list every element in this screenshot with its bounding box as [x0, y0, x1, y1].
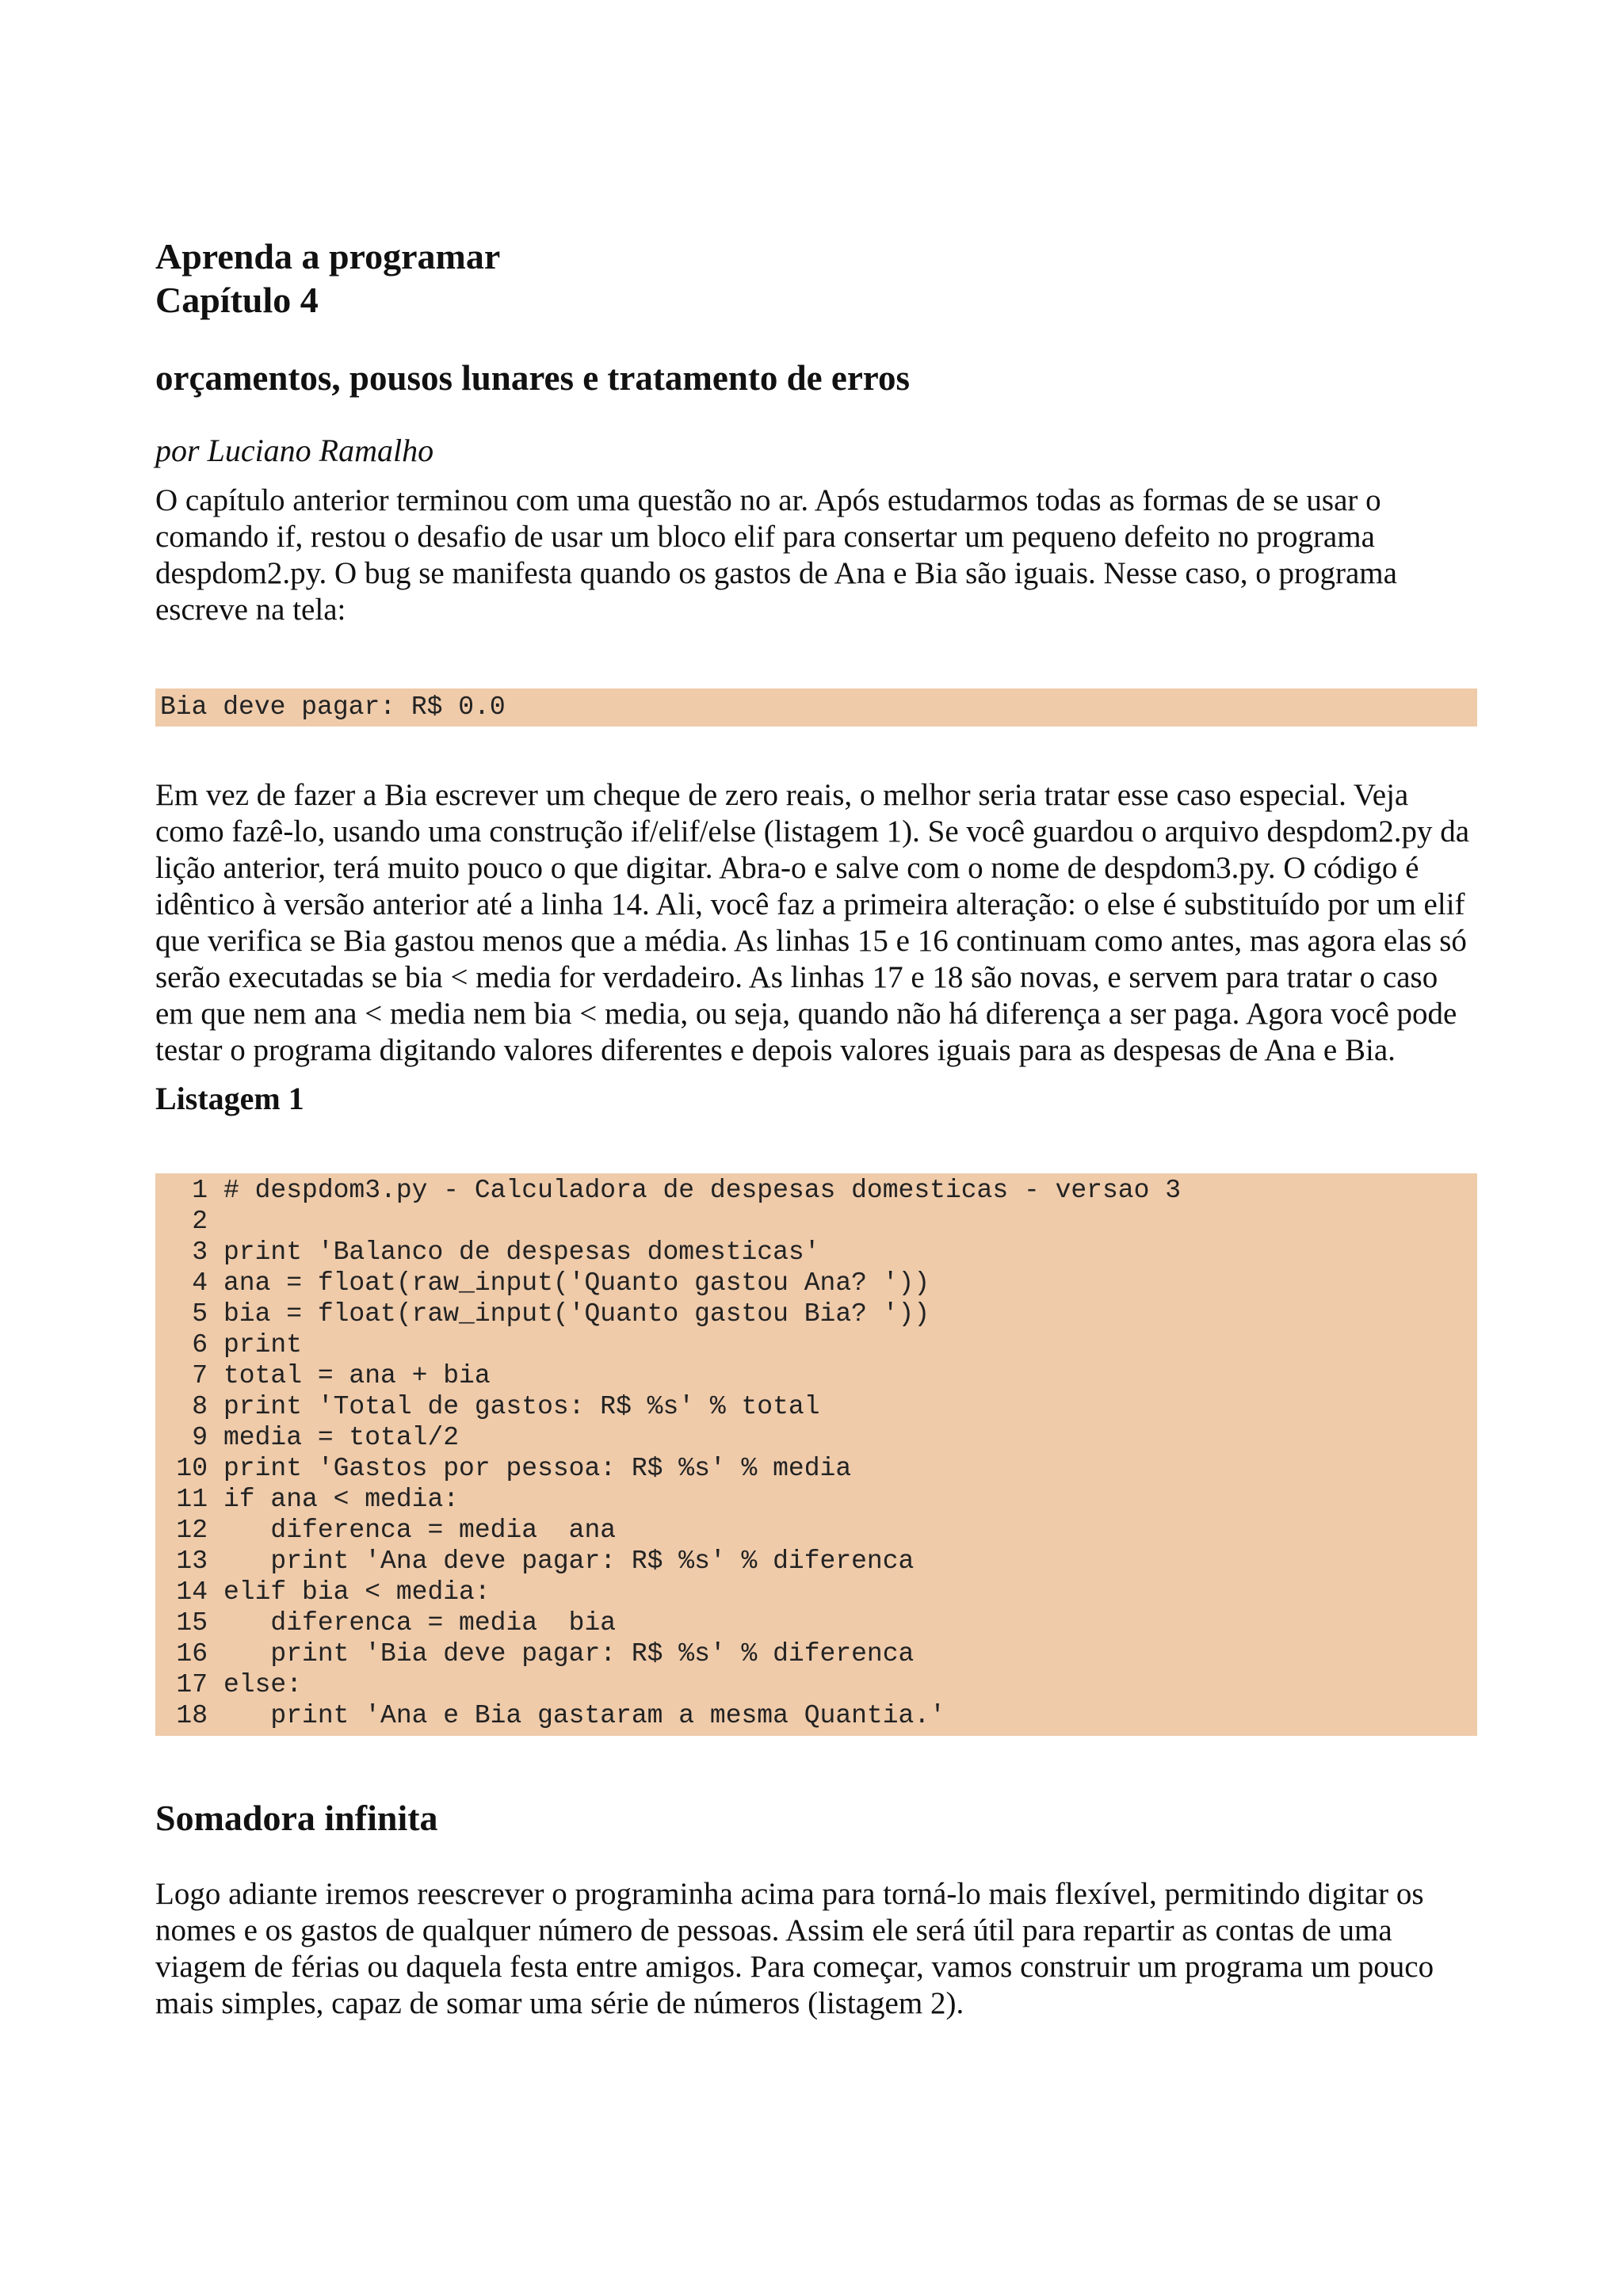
code-line-text: print 'Ana e Bia gastaram a mesma Quantia.' — [223, 1701, 945, 1730]
title-line-2: Capítulo 4 — [155, 280, 319, 320]
listing-1-code — [155, 1173, 1477, 1736]
code-line-number: 14 — [176, 1577, 208, 1607]
code-line-text: # despdom3.py - Calculadora de despesas domesticas - versao 3 — [223, 1176, 1181, 1205]
code-line-number: 9 — [192, 1423, 208, 1452]
code-line — [155, 1329, 1477, 1360]
output-sample-code: Bia deve pagar: R$ 0.0 — [155, 688, 1477, 727]
code-line-text: ana = float(raw_input('Quanto gastou Ana? ')) — [223, 1268, 930, 1298]
code-line-text: else: — [223, 1670, 303, 1699]
code-line — [155, 1608, 1477, 1638]
section-heading: Somadora infinita — [155, 1798, 438, 1838]
code-line — [155, 1546, 1477, 1577]
code-line — [155, 1515, 1477, 1546]
code-line-number: 4 — [192, 1268, 208, 1298]
document-content — [155, 235, 1477, 2022]
code-line — [155, 1422, 1477, 1453]
code-line-number: 8 — [192, 1392, 208, 1421]
code-line-number: 18 — [176, 1701, 208, 1730]
chapter-subtitle: orçamentos, pousos lunares e tratamento de erros — [155, 358, 910, 398]
code-line-number: 5 — [192, 1299, 208, 1329]
code-line-text: print 'Ana deve pagar: R$ %s' % diferenca — [223, 1547, 915, 1576]
code-line-text: print — [223, 1330, 303, 1360]
code-line-number: 12 — [176, 1516, 208, 1545]
code-line-number: 16 — [176, 1639, 208, 1669]
code-line — [155, 1299, 1477, 1329]
intro-paragraph: O capítulo anterior terminou com uma questão no ar. Após estudarmos todas as formas de se usar o comando if, restou o desafio de usar um bloco elif para consertar um pequeno defeito no programa despdom2.py. O bug se manifesta quando os gastos de Ana e Bia são iguais. Nesse caso, o programa escreve na tela: — [155, 483, 1397, 627]
code-line-text: elif bia < media: — [223, 1577, 491, 1607]
code-line-number: 11 — [176, 1485, 208, 1514]
code-line-text: print 'Balanco de despesas domesticas' — [223, 1238, 820, 1267]
code-line-text: diferenca = media bia — [223, 1608, 617, 1638]
author-byline: por Luciano Ramalho — [155, 433, 434, 468]
code-line-text: print 'Gastos por pessoa: R$ %s' % media — [223, 1454, 852, 1483]
code-line-number: 1 — [192, 1176, 208, 1205]
code-line — [155, 1206, 1477, 1237]
code-line — [155, 1268, 1477, 1299]
code-line — [155, 1484, 1477, 1515]
code-line — [155, 1391, 1477, 1422]
code-line-number: 3 — [192, 1238, 208, 1267]
code-line-number: 13 — [176, 1547, 208, 1576]
code-line-number: 17 — [176, 1670, 208, 1699]
code-line — [155, 1638, 1477, 1669]
code-line — [155, 1360, 1477, 1391]
code-line-number: 7 — [192, 1361, 208, 1390]
code-line — [155, 1175, 1477, 1206]
code-line-text: print 'Total de gastos: R$ %s' % total — [223, 1392, 820, 1421]
code-line-number: 2 — [192, 1207, 208, 1236]
code-line — [155, 1700, 1477, 1731]
code-line-number: 6 — [192, 1330, 208, 1360]
document-title — [155, 235, 1477, 322]
code-line — [155, 1453, 1477, 1484]
code-line-number: 15 — [176, 1608, 208, 1638]
title-line-1: Aprenda a programar — [155, 236, 501, 277]
code-line-text: diferenca = media ana — [223, 1516, 617, 1545]
code-line-text: print 'Bia deve pagar: R$ %s' % diferenca — [223, 1639, 915, 1669]
final-paragraph: Logo adiante iremos reescrever o programinha acima para torná-lo mais flexível, permitindo digitar os nomes e os gastos de qualquer número de pessoas. Assim ele será útil para repartir as contas de uma viagem de férias ou daquela festa entre amigos. Para começar, vamos construir um programa um pouco mais simples, capaz de somar uma série de números (listagem 2). — [155, 1877, 1434, 2020]
explanation-paragraph: Em vez de fazer a Bia escrever um cheque de zero reais, o melhor seria tratar esse caso especial. Veja como fazê-lo, usando uma construção if/elif/else (listagem 1). Se você guardou o arquivo despdom2.py da lição anterior, terá muito pouco o que digitar. Abra-o e salve com o nome de despdom3.py. O código é idêntico à versão anterior até a linha 14. Ali, você faz a primeira alteração: o else é substituído por um elif que verifica se Bia gastou menos que a média. As linhas 15 e 16 continuam como antes, mas agora elas só serão executadas se bia < media for verdadeiro. As linhas 17 e 18 são novas, e servem para tratar o caso em que nem ana < media nem bia < media, ou seja, quando não há diferença a ser paga. Agora você pode testar o programa digitando valores diferentes e depois valores iguais para as despesas de Ana e Bia. — [155, 778, 1470, 1067]
code-line-text: total = ana + bia — [223, 1361, 491, 1390]
code-line — [155, 1577, 1477, 1608]
code-line — [155, 1669, 1477, 1700]
code-line-text: bia = float(raw_input('Quanto gastou Bia? ')) — [223, 1299, 930, 1329]
code-line-text: if ana < media: — [223, 1485, 460, 1514]
listing-label: Listagem 1 — [155, 1081, 304, 1116]
code-line-text: media = total/2 — [223, 1423, 460, 1452]
code-line — [155, 1237, 1477, 1268]
code-line-number: 10 — [176, 1454, 208, 1483]
